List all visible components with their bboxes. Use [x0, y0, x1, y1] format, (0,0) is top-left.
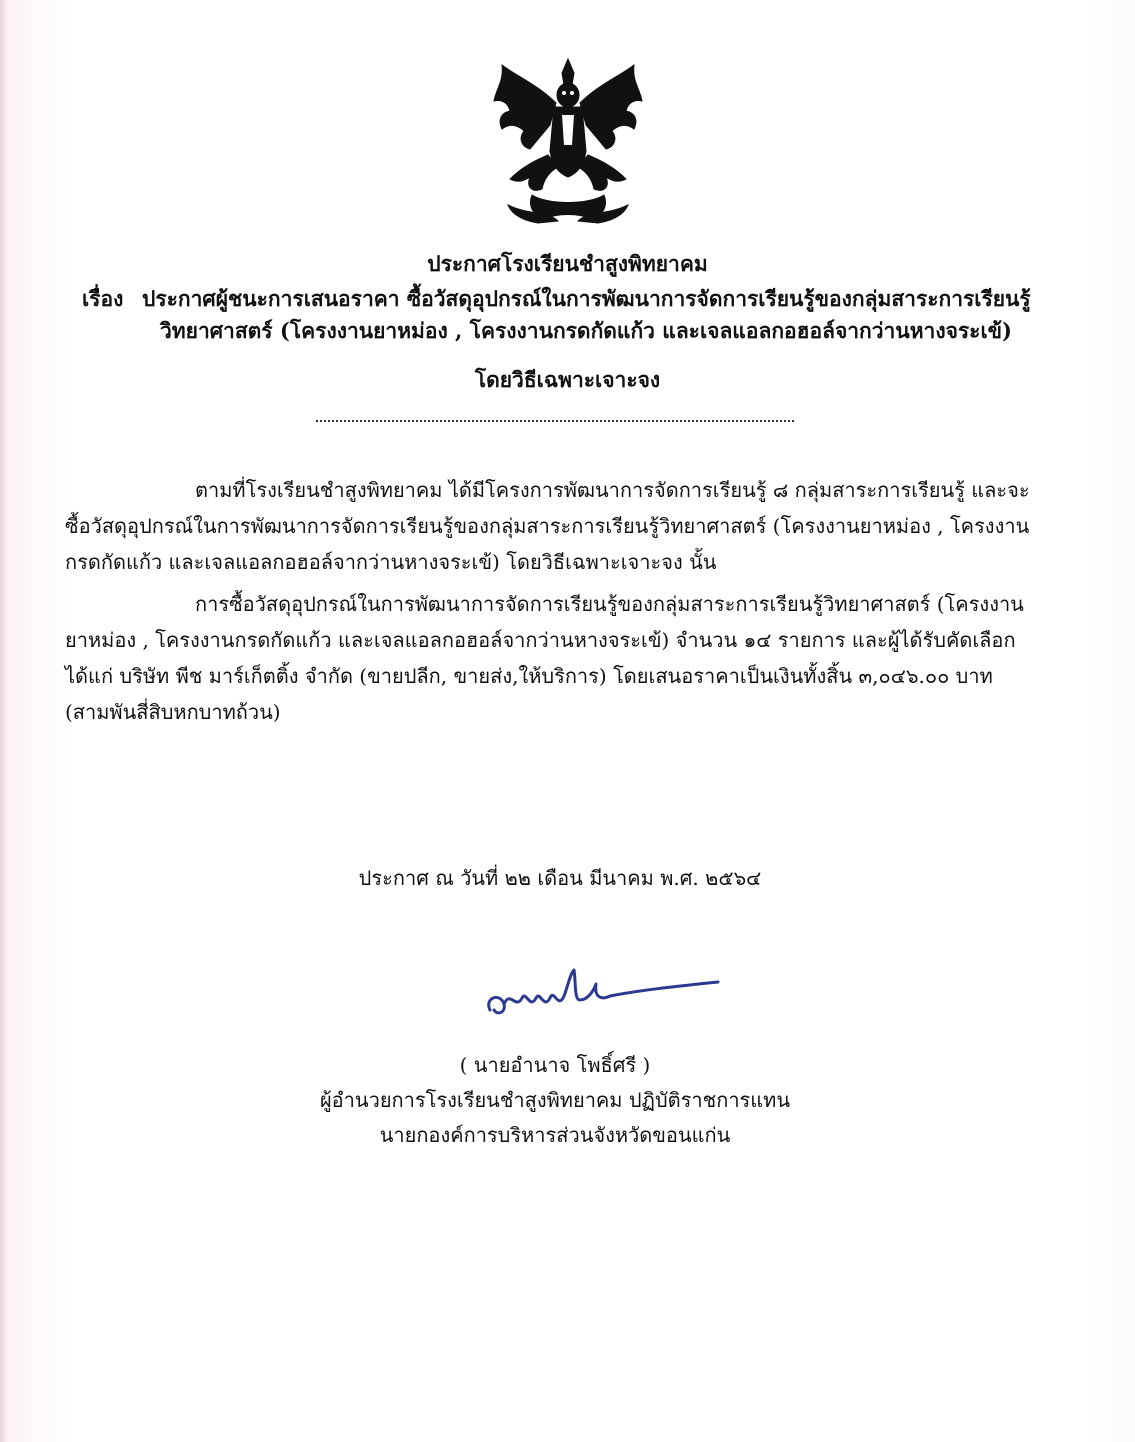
subject-line-1: [82, 283, 1052, 315]
dotted-divider: [316, 420, 794, 422]
signatory-position-2: นายกองค์การบริหารส่วนจังหวัดขอนแก่น: [379, 1123, 731, 1147]
procurement-method: โดยวิธีเฉพาะเจาะจง: [474, 367, 661, 392]
body-paragraph-1: ตามที่โรงเรียนชำสูงพิทยาคม ได้มีโครงการพัฒนาการจัดการเรียนรู้ ๘ กลุ่มสาระการเรียนรู้ และจะซื้อวัสดุอุปกรณ์ในการพัฒนาการจัดการเรียนรู้ของกลุ่มสาระการเรียนรู้วิทยาศาสตร์ (โครงงานยาหม่อง , โครงงานกรดกัดแก้ว และเจลแอลกอฮอล์จากว่านหางจระเข้) โดยวิธีเฉพาะเจาะจง นั้น: [65, 478, 1030, 574]
body-paragraph-2: การซื้อวัสดุอุปกรณ์ในการพัฒนาการจัดการเรียนรู้ของกลุ่มสาระการเรียนรู้วิทยาศาสตร์ (โครงงานยาหม่อง , โครงงานกรดกัดแก้ว และเจลแอลกอฮอล์จากว่านหางจระเข้) จำนวน ๑๔ รายการ และผู้ได้รับคัดเลือก ได้แก่ บริษัท พีช มาร์เก็ตติ้ง จำกัด (ขายปลีก, ขายส่ง,ให้บริการ) โดยเสนอราคาเป็นเงินทั้งสิ้น ๓,๐๔๖.๐๐ บาท (สามพันสี่สิบหกบาทถ้วน): [65, 592, 1024, 724]
handwritten-signature-icon: [470, 960, 730, 1030]
announcement-date: ประกาศ ณ วันที่ ๒๒ เดือน มีนาคม พ.ศ. ๒๕๖๔: [358, 866, 762, 890]
subject-label: เรื่อง: [82, 286, 124, 311]
announcement-title: ประกาศโรงเรียนชำสูงพิทยาคม: [427, 251, 708, 276]
signatory-block: [250, 1048, 860, 1153]
subject-line-2: วิทยาศาสตร์ (โครงงานยาหม่อง , โครงงานกรดกัดแก้ว และเจลแอลกอฮอล์จากว่านหางจระเข้): [160, 318, 1012, 343]
page-edge-shadow: [0, 0, 8, 1442]
subject-text-1: ประกาศผู้ชนะการเสนอราคา ซื้อวัสดุอุปกรณ์ในการพัฒนาการจัดการเรียนรู้ของกลุ่มสาระการเรียนรู้: [142, 286, 1031, 311]
signatory-name: ( นายอำนาจ โพธิ์ศรี ): [459, 1053, 651, 1077]
signatory-position-1: ผู้อำนวยการโรงเรียนชำสูงพิทยาคม ปฏิบัติราชการแทน: [319, 1088, 791, 1112]
garuda-emblem-icon: [488, 55, 648, 225]
announcement-subject: [82, 283, 1052, 347]
